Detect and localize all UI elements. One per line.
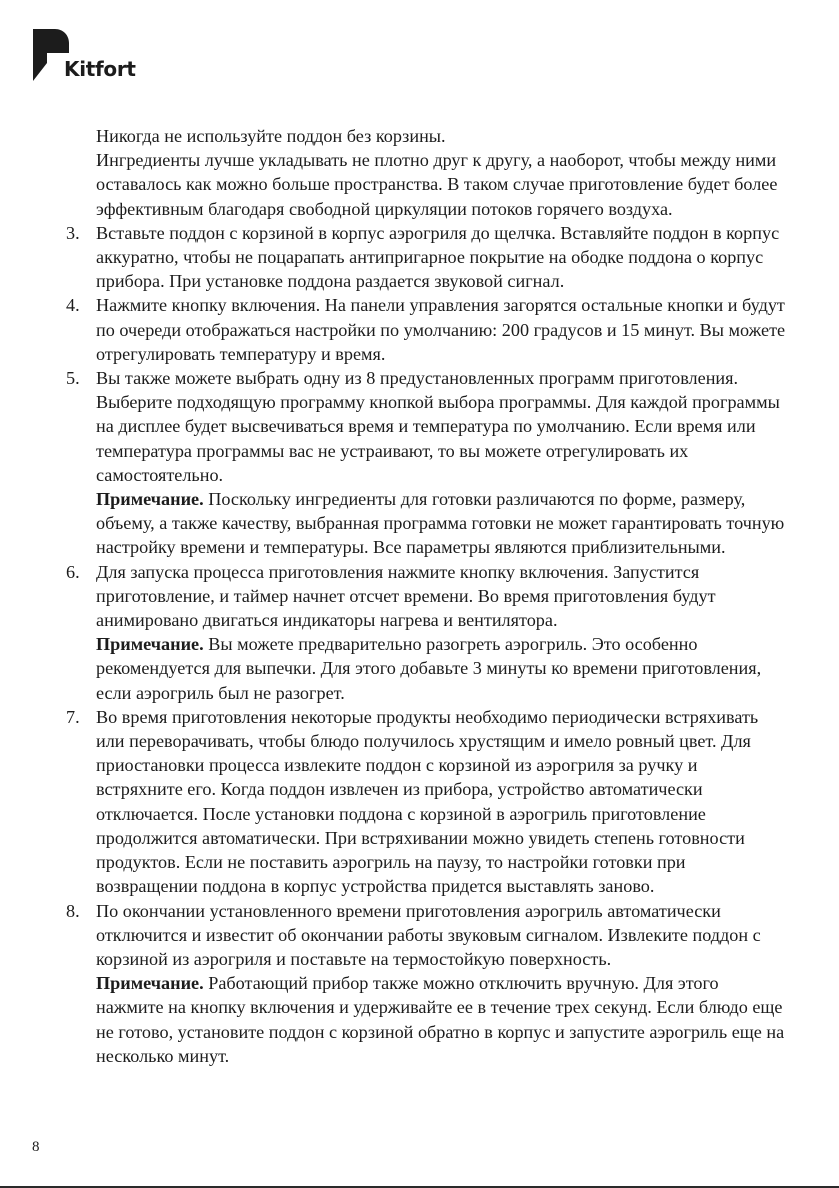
list-item-4 [66,293,786,366]
list-item-number: 3. [66,222,80,243]
note-paragraph [96,632,786,705]
note-text: Вы можете предварительно разогреть аэрогриль. Это особенно рекомендуется для выпечки. Для этого добавьте 3 минуты ко времени приготовления, если аэрогриль был не разогрет. [96,634,762,703]
list-item-text: Вы также можете выбрать одну из 8 предустановленных программ приготовления. Выберите подходящую программу кнопкой выбора программы. Для каждой программы на дисплее будет высвечиваться время и температура по умолчанию. Если время или температура программы вас не устраивают, то вы можете отрегулировать их самостоятельно. [96,368,780,485]
list-item-number: 4. [66,295,80,316]
list-item-text: Для запуска процесса приготовления нажмите кнопку включения. Запустится приготовление, и таймер начнет отсчет времени. Во время приготовления будут анимировано двигаться индикаторы нагрева и вентилятора. [96,561,716,631]
list-item-number: 7. [66,706,80,727]
note-label: Примечание. [96,634,204,655]
intro-paragraph-2: Ингредиенты лучше укладывать не плотно друг к другу, а наоборот, чтобы между ними оставалось как можно больше пространства. В таком случае приготовление будет более эффективным благодаря свободной циркуляции потоков горячего воздуха. [96,150,778,219]
brand-name: Kitfort [64,57,136,81]
list-item-number: 5. [66,368,80,389]
note-paragraph [96,971,786,1068]
list-item-3 [66,221,786,294]
note-text: Поскольку ингредиенты для готовки различаются по форме, размеру, объему, а также качеству, выбранная программа готовки не может гарантировать точную настройку времени и температуры. Все параметры являются приблизительными. [96,489,785,558]
note-paragraph [96,487,786,560]
note-text: Работающий прибор также можно отключить вручную. Для этого нажмите на кнопку включения и удерживайте ее в течение трех секунд. Если блюдо еще не готово, установите поддон с корзиной обратно в корпус и запустите аэрогриль еще на несколько минут. [96,973,785,1066]
list-item-text: Нажмите кнопку включения. На панели управления загорятся остальные кнопки и будут по очереди отображаться настройки по умолчанию: 200 градусов и 15 минут. Вы можете отрегулировать температуру и время. [96,295,786,364]
list-item-5 [66,366,786,560]
list-item-text: По окончании установленного времени приготовления аэрогриль автоматически отключится и известит об окончании работы звуковым сигналом. Извлеките поддон с корзиной из аэрогриля и поставьте на термостойкую поверхность. [96,900,761,969]
list-item-text: Во время приготовления некоторые продукты необходимо периодически встряхивать или переворачивать, чтобы блюдо получилось хрустящим и имело ровный цвет. Для приостановки процесса извлеките поддон с корзиной из аэрогриля за ручку и встряхните его. Когда поддон извлечен из прибора, устройство автоматически отключается. После установки поддона с корзиной в аэрогриль приготовление продолжится автоматически. При встряхивании можно увидеть степень готовности продуктов. Если не поставить аэрогриль на паузу, то настройки готовки при возвращении поддона в корпус устройства придется выставлять заново. [96,706,759,897]
note-label: Примечание. [96,973,204,994]
list-item-number: 8. [66,900,80,921]
page-number: 8 [32,1139,40,1155]
list-item-7 [66,705,786,899]
intro-paragraph-1: Никогда не используйте поддон без корзины. [96,126,446,146]
list-item-8 [66,899,786,1068]
list-item-number: 6. [66,561,80,582]
list-item-6 [66,560,786,705]
note-label: Примечание. [96,489,204,510]
brand-logo [33,29,173,85]
document-body [66,124,786,1068]
list-item-text: Вставьте поддон с корзиной в корпус аэрогриля до щелчка. Вставляйте поддон в корпус аккуратно, чтобы не поцарапать антипригарное покрытие на ободке поддона о корпус прибора. При установке поддона раздается звуковой сигнал. [96,222,780,292]
